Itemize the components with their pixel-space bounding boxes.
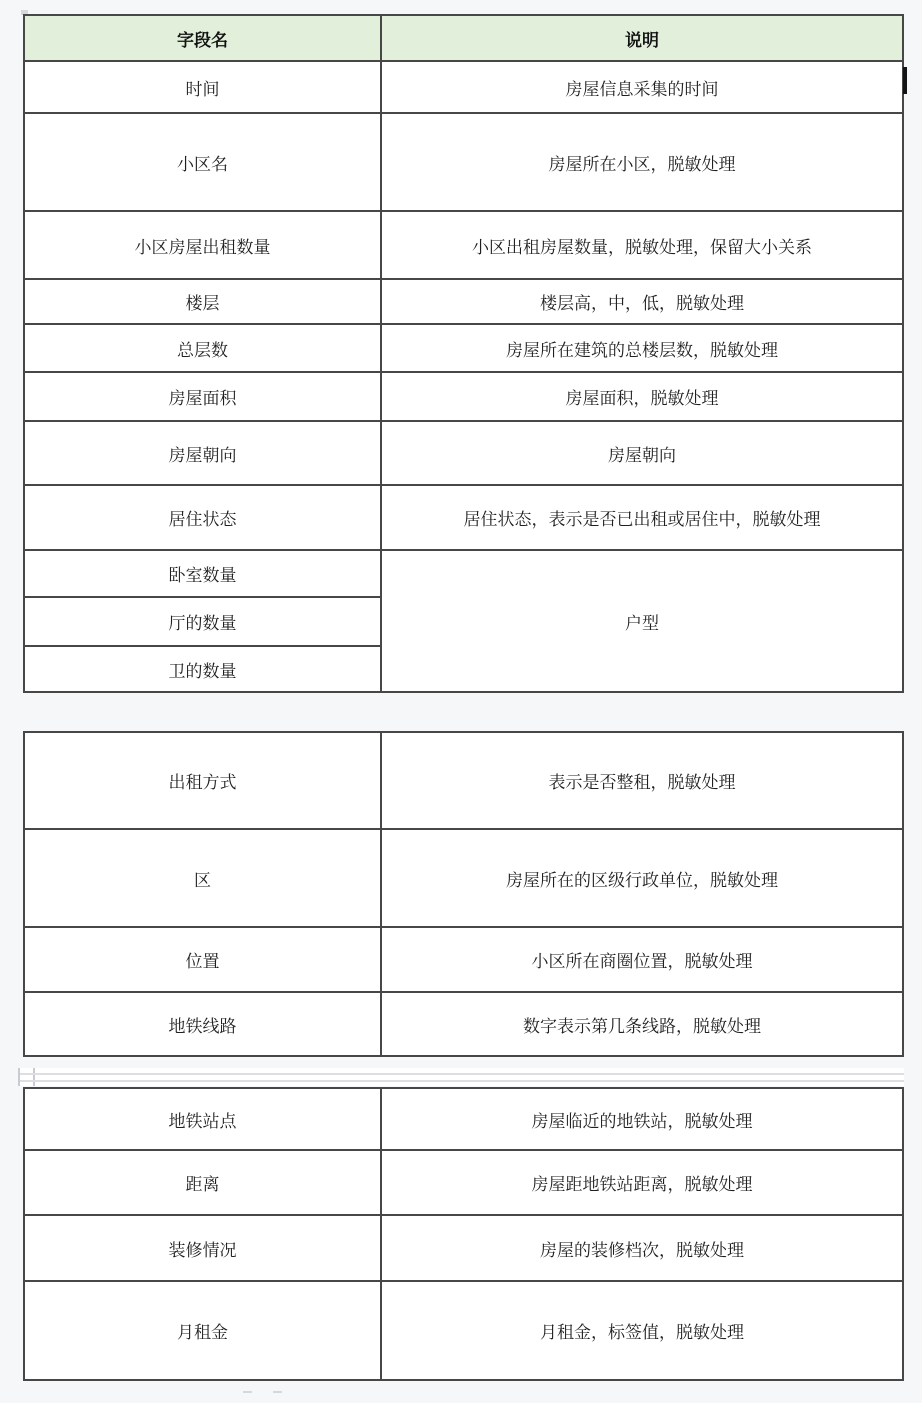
table-row xyxy=(24,550,903,597)
table-row xyxy=(24,1150,903,1215)
field-name-cell: 位置 xyxy=(24,927,381,992)
table-row xyxy=(24,1281,903,1380)
description-cell: 表示是否整租，脱敏处理 xyxy=(381,732,903,829)
description-cell: 房屋所在建筑的总楼层数，脱敏处理 xyxy=(381,324,903,372)
page-break-stub xyxy=(33,1068,35,1086)
description-cell: 小区出租房屋数量，脱敏处理，保留大小关系 xyxy=(381,211,903,279)
description-cell: 房屋面积，脱敏处理 xyxy=(381,372,903,421)
description-cell: 月租金，标签值，脱敏处理 xyxy=(381,1281,903,1380)
description-cell: 房屋信息采集的时间 xyxy=(381,61,903,113)
field-name-cell: 装修情况 xyxy=(24,1215,381,1281)
table-row xyxy=(24,324,903,372)
field-name-cell: 卧室数量 xyxy=(24,550,381,597)
description-cell: 房屋临近的地铁站，脱敏处理 xyxy=(381,1088,903,1150)
field-name-cell: 厅的数量 xyxy=(24,597,381,646)
table-row xyxy=(24,732,903,829)
table-row xyxy=(24,61,903,113)
table-row xyxy=(24,1088,903,1150)
table-row xyxy=(24,279,903,324)
field-name-cell: 卫的数量 xyxy=(24,646,381,692)
table-row xyxy=(24,372,903,421)
description-cell: 房屋所在小区，脱敏处理 xyxy=(381,113,903,211)
page-mark xyxy=(273,1391,282,1393)
field-definition-table-part-3 xyxy=(23,1087,904,1381)
field-name-cell: 房屋朝向 xyxy=(24,421,381,485)
field-name-cell: 房屋面积 xyxy=(24,372,381,421)
field-name-cell: 地铁站点 xyxy=(24,1088,381,1150)
column-header-description: 说明 xyxy=(381,15,903,61)
field-definition-table-part-2 xyxy=(23,731,904,1057)
field-name-cell: 出租方式 xyxy=(24,732,381,829)
table-header-row xyxy=(24,15,903,61)
table-row xyxy=(24,992,903,1056)
description-cell: 房屋所在的区级行政单位，脱敏处理 xyxy=(381,829,903,927)
field-name-cell: 地铁线路 xyxy=(24,992,381,1056)
table-row xyxy=(24,829,903,927)
field-name-cell: 区 xyxy=(24,829,381,927)
text-cursor xyxy=(903,67,907,94)
table-row xyxy=(24,927,903,992)
table-row xyxy=(24,211,903,279)
field-name-cell: 居住状态 xyxy=(24,485,381,550)
description-cell: 数字表示第几条线路，脱敏处理 xyxy=(381,992,903,1056)
field-name-cell: 楼层 xyxy=(24,279,381,324)
table-row xyxy=(24,113,903,211)
field-name-cell: 小区名 xyxy=(24,113,381,211)
description-cell: 房屋距地铁站距离，脱敏处理 xyxy=(381,1150,903,1215)
description-cell: 居住状态，表示是否已出租或居住中，脱敏处理 xyxy=(381,485,903,550)
page-mark xyxy=(243,1391,252,1393)
field-name-cell: 距离 xyxy=(24,1150,381,1215)
description-cell: 房屋的装修档次，脱敏处理 xyxy=(381,1215,903,1281)
description-cell: 小区所在商圈位置，脱敏处理 xyxy=(381,927,903,992)
page-break-line xyxy=(20,1080,904,1082)
description-cell: 户型 xyxy=(381,550,903,692)
field-name-cell: 小区房屋出租数量 xyxy=(24,211,381,279)
column-header-field-name: 字段名 xyxy=(24,15,381,61)
field-name-cell: 总层数 xyxy=(24,324,381,372)
page-break-band xyxy=(18,1068,904,1086)
field-name-cell: 月租金 xyxy=(24,1281,381,1380)
table-row xyxy=(24,485,903,550)
description-cell: 楼层高，中，低，脱敏处理 xyxy=(381,279,903,324)
table-row xyxy=(24,421,903,485)
field-name-cell: 时间 xyxy=(24,61,381,113)
description-cell: 房屋朝向 xyxy=(381,421,903,485)
page-break-line xyxy=(20,1073,904,1075)
field-definition-table-part-1 xyxy=(23,14,904,693)
table-row xyxy=(24,1215,903,1281)
